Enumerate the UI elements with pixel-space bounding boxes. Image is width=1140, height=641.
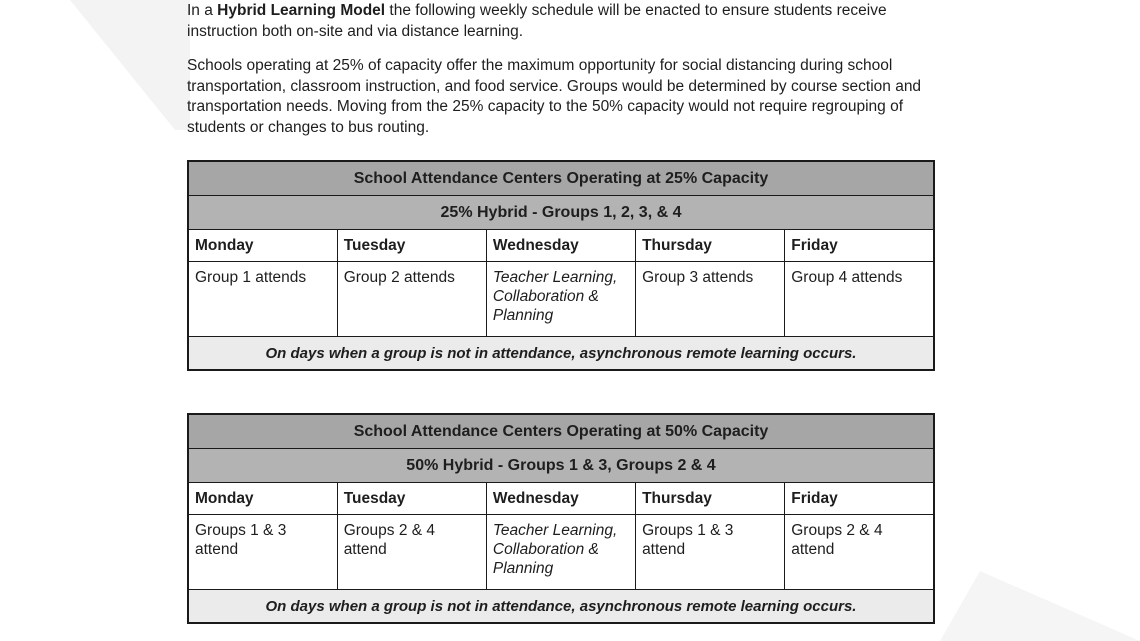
intro-paragraph: [187, 1, 957, 42]
cell-friday: Groups 2 & 4 attend: [785, 515, 934, 590]
schedule-table-50: [187, 413, 935, 624]
corner-decoration-bottom: [940, 571, 1140, 641]
day-header-tuesday: Tuesday: [337, 230, 486, 262]
intro-lead: In a: [187, 2, 218, 19]
table-subtitle: 50% Hybrid - Groups 1 & 3, Groups 2 & 4: [188, 449, 934, 483]
day-header-thursday: Thursday: [636, 483, 785, 515]
intro-rest: the following weekly schedule will be enacted to ensure students receive instruction both on-site and via distance learning.: [187, 2, 887, 40]
day-header-tuesday: Tuesday: [337, 483, 486, 515]
intro-section: [187, 0, 957, 138]
day-header-monday: Monday: [188, 230, 337, 262]
intro-bold: Hybrid Learning Model: [217, 2, 386, 19]
day-header-thursday: Thursday: [636, 230, 785, 262]
schedule-table-25: [187, 160, 935, 371]
cell-thursday: Group 3 attends: [636, 262, 785, 337]
day-header-friday: Friday: [785, 230, 934, 262]
cell-tuesday: Groups 2 & 4 attend: [337, 515, 486, 590]
cell-tuesday: Group 2 attends: [337, 262, 486, 337]
cell-friday: Group 4 attends: [785, 262, 934, 337]
day-header-wednesday: Wednesday: [486, 230, 635, 262]
table-title: School Attendance Centers Operating at 50% Capacity: [188, 414, 934, 449]
day-header-friday: Friday: [785, 483, 934, 515]
day-header-monday: Monday: [188, 483, 337, 515]
table-subtitle: 25% Hybrid - Groups 1, 2, 3, & 4: [188, 196, 934, 230]
table-note: On days when a group is not in attendance, asynchronous remote learning occurs.: [188, 590, 934, 624]
cell-thursday: Groups 1 & 3 attend: [636, 515, 785, 590]
table-title: School Attendance Centers Operating at 25% Capacity: [188, 161, 934, 196]
table-note: On days when a group is not in attendance, asynchronous remote learning occurs.: [188, 337, 934, 371]
corner-decoration: [0, 0, 190, 130]
cell-wednesday: Teacher Learning, Collaboration & Planning: [486, 262, 635, 337]
cell-monday: Group 1 attends: [188, 262, 337, 337]
cell-wednesday: Teacher Learning, Collaboration & Planning: [486, 515, 635, 590]
capacity-paragraph: Schools operating at 25% of capacity offer the maximum opportunity for social distancing during school transportation, classroom instruction, and food service. Groups would be determined by course section and transportation needs. Moving from the 25% capacity to the 50% capacity would not require regrouping of students or changes to bus routing.: [187, 57, 922, 136]
day-header-wednesday: Wednesday: [486, 483, 635, 515]
cell-monday: Groups 1 & 3 attend: [188, 515, 337, 590]
